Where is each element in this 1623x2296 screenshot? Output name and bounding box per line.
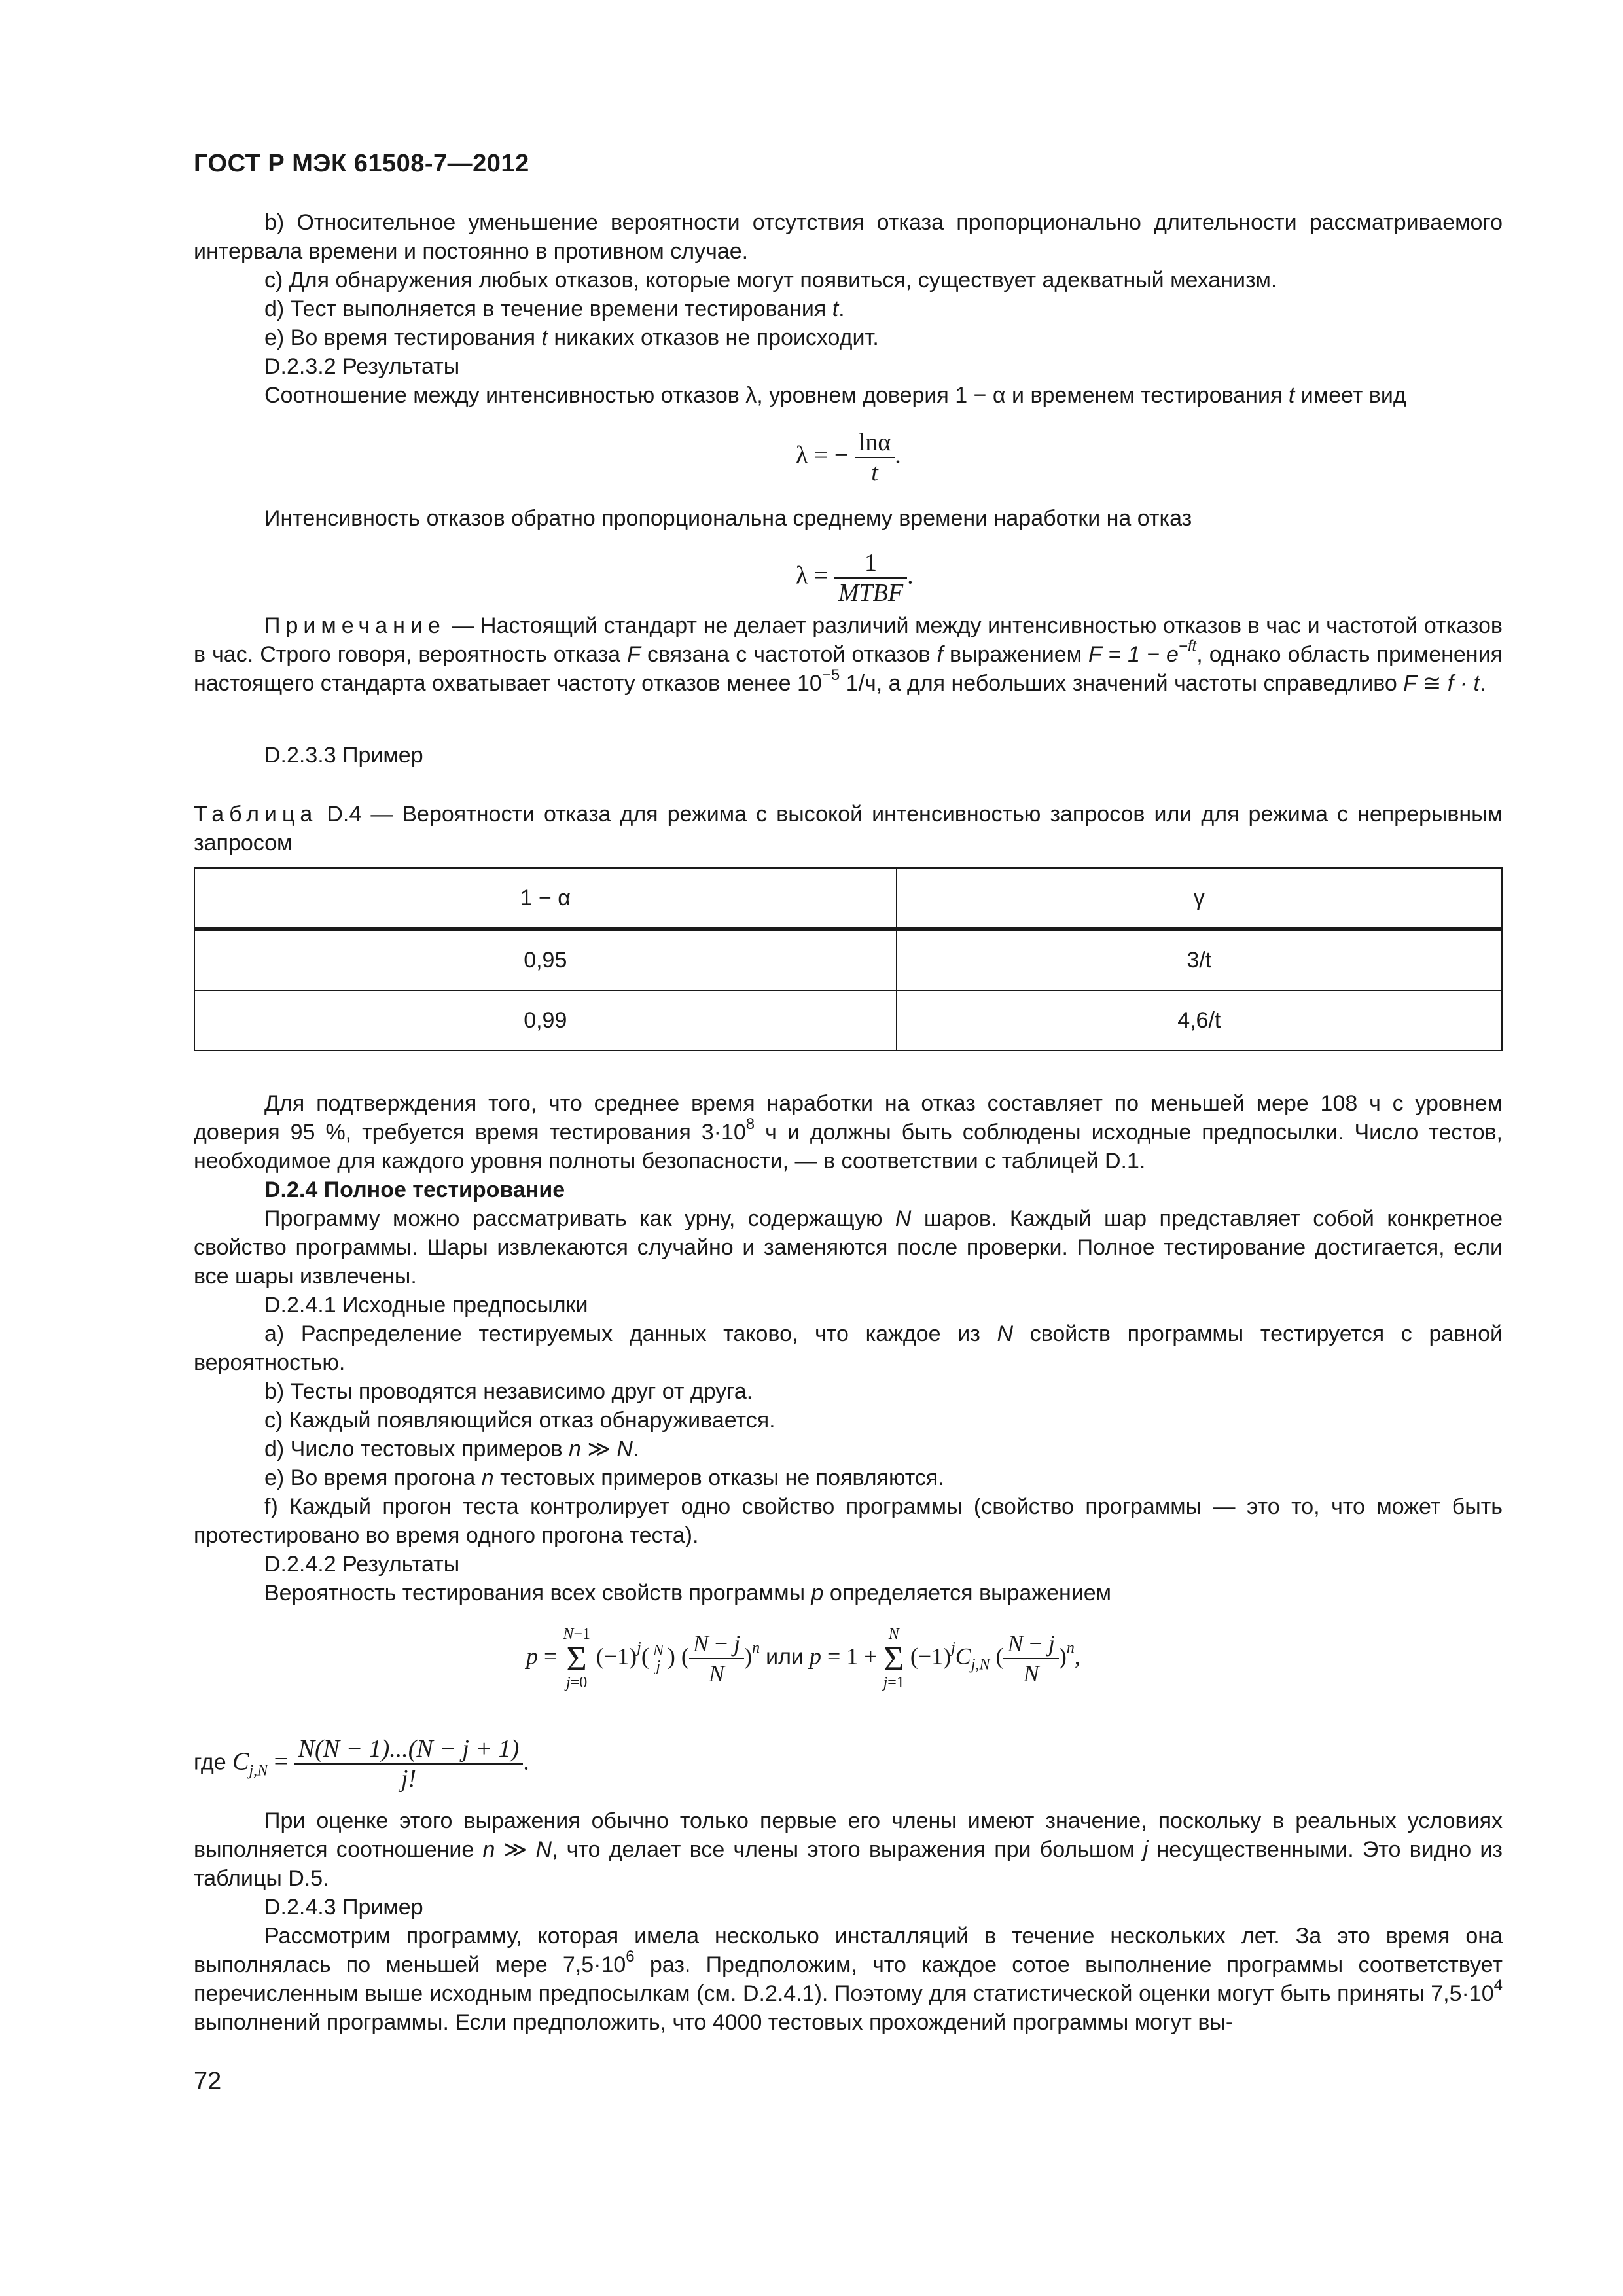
table-cell: 4,6/t bbox=[897, 990, 1502, 1050]
formula-p: p = N−1 Σ j=0 $(-1)^j$( N j ) ( $\frac{N - j}{N}$ )$^n$ или p = 1 + N Σ j=1 $(-1)^jC_{j,N}$ ( $\frac{N - j}{N}$ )$^n$, bbox=[526, 1626, 1080, 1691]
premise-e: e) Во время прогона n тестовых примеров отказы не появляются. bbox=[264, 1465, 944, 1490]
premise-b: b) Тесты проводятся независимо друг от друга. bbox=[264, 1379, 753, 1404]
assumption-b: b) Относительное уменьшение вероятности отсутствия отказа пропорционально длительности рассматриваемого интервала времени и постоянно в противном случае. bbox=[194, 210, 1503, 264]
assumption-c: c) Для обнаружения любых отказов, которые могут появиться, существует адекватный механизм. bbox=[264, 268, 1277, 293]
table-caption: Таблица D.4 — Вероятности отказа для режима с высокой интенсивностью запросов или для режима с непрерывным запросом bbox=[194, 802, 1503, 855]
formula-cjn: где $C_{j,N}$ = $\frac{N(N - 1)...(N - j + 1)}{j!}$ . bbox=[194, 1735, 529, 1793]
section-heading-d2-4-3: D.2.4.3 Пример bbox=[264, 1895, 423, 1920]
table-label: Таблица bbox=[194, 802, 318, 827]
inverse-text-block bbox=[194, 504, 1503, 533]
d2-4-block bbox=[194, 1089, 1503, 1607]
formula-lambda-mtbf: λ = $\frac{1}{\text{MTBF}}$ . bbox=[796, 549, 914, 607]
premise-c: c) Каждый появляющийся отказ обнаруживается. bbox=[264, 1408, 776, 1433]
table-header-row bbox=[194, 868, 1502, 929]
note-text: Примечание — Настоящий стандарт не делает различий между интенсивностью отказов в час и частотой отказов в час. Строго говоря, вероятность отказа F связана с частотой отказов f выражением $F = 1 - e^{-ft}$, однако область применения настоящего стандарта охватывает частоту отказов менее $10^{-5}$ 1/ч, а для небольших значений частоты справедливо F ≅ f · t. bbox=[194, 613, 1503, 696]
table-d4 bbox=[194, 867, 1503, 1051]
assumptions-list bbox=[194, 208, 1503, 410]
page-number: 72 bbox=[194, 2068, 222, 2095]
inverse-text: Интенсивность отказов обратно пропорциональна среднему времени наработки на отказ bbox=[264, 506, 1192, 531]
note-label: Примечание bbox=[264, 613, 446, 638]
tail-block bbox=[194, 1806, 1503, 2037]
probability-text: Вероятность тестирования всех свойств программы p определяется выражением bbox=[264, 1581, 1112, 1605]
table-header-cell: γ bbox=[897, 868, 1502, 929]
document-header: ГОСТ Р МЭК 61508-7—2012 bbox=[194, 150, 529, 177]
section-heading-d2-3-2: D.2.3.2 Результаты bbox=[264, 354, 460, 379]
premise-a: a) Распределение тестируемых данных таково, что каждое из N свойств программы тестируется с равной вероятностью. bbox=[194, 1321, 1503, 1375]
table-caption-block bbox=[194, 800, 1503, 857]
assumption-e: e) Во время тестирования t никаких отказов не происходит. bbox=[264, 325, 879, 350]
section-heading-d2-3-3: D.2.3.3 Пример bbox=[264, 743, 423, 768]
table-row bbox=[194, 990, 1502, 1050]
formula-lambda-ln: λ = − $\frac{\ln\alpha}{t}$ . bbox=[796, 429, 901, 486]
table-header-cell: 1 − α bbox=[194, 868, 897, 929]
results-text: Соотношение между интенсивностью отказов λ, уровнем доверия 1 − α и временем тестирования t имеет вид bbox=[264, 383, 1406, 408]
table-row bbox=[194, 929, 1502, 991]
table-cell: 3/t bbox=[897, 929, 1502, 991]
table-cell: 0,99 bbox=[194, 990, 897, 1050]
confirm-paragraph: Для подтверждения того, что среднее время наработки на отказ составляет по меньшей мере 108 ч с уровнем доверия 95 %, требуется время тестирования $3\cdot 10^8$ ч и должны быть соблюдены исходные предпосылки. Число тестов, необходимое для каждого уровня полноты безопасности, — в соответствии с таблицей D.1. bbox=[194, 1091, 1503, 1174]
urn-paragraph: Программу можно рассматривать как урну, содержащую N шаров. Каждый шар представляет собой конкретное свойство программы. Шары извлекаются случайно и заменяются после проверки. Полное тестирование достигается, если все шары извлечены. bbox=[194, 1206, 1503, 1289]
section-heading-d2-4-2: D.2.4.2 Результаты bbox=[264, 1552, 460, 1577]
table-cell: 0,95 bbox=[194, 929, 897, 991]
section-heading-d2-4: D.2.4 Полное тестирование bbox=[264, 1177, 565, 1202]
section-heading-d2-4-1: D.2.4.1 Исходные предпосылки bbox=[264, 1293, 588, 1318]
evaluation-paragraph: При оценке этого выражения обычно только первые его члены имеют значение, поскольку в реальных условиях выполняется соотношение n ≫ N, что делает все члены этого выражения при большом j несущественными. Это видно из таблицы D.5. bbox=[194, 1808, 1503, 1891]
example-heading-block bbox=[194, 741, 1503, 770]
example-paragraph: Рассмотрим программу, которая имела несколько инсталляций в течение нескольких лет. За это время она выполнялась по меньшей мере $7,5\cdot 10^6$ раз. Предположим, что каждое сотое выполнение программы соответствует перечисленным выше исходным предпосылкам (см. D.2.4.1). Поэтому для статистической оценки могут быть приняты $7,5\cdot 10^4$ выполнений программы. Если предположить, что 4000 тестовых прохождений программы могут вы- bbox=[194, 1924, 1503, 2035]
premise-f: f) Каждый прогон теста контролирует одно свойство программы (свойство программы — это то, что может быть протестировано во время одного прогона теста). bbox=[194, 1494, 1503, 1548]
assumption-d: d) Тест выполняется в течение времени тестирования t. bbox=[264, 296, 845, 321]
premise-d: d) Число тестовых примеров n ≫ N. bbox=[264, 1437, 639, 1462]
document-page bbox=[194, 0, 1503, 2296]
note-block bbox=[194, 611, 1503, 698]
